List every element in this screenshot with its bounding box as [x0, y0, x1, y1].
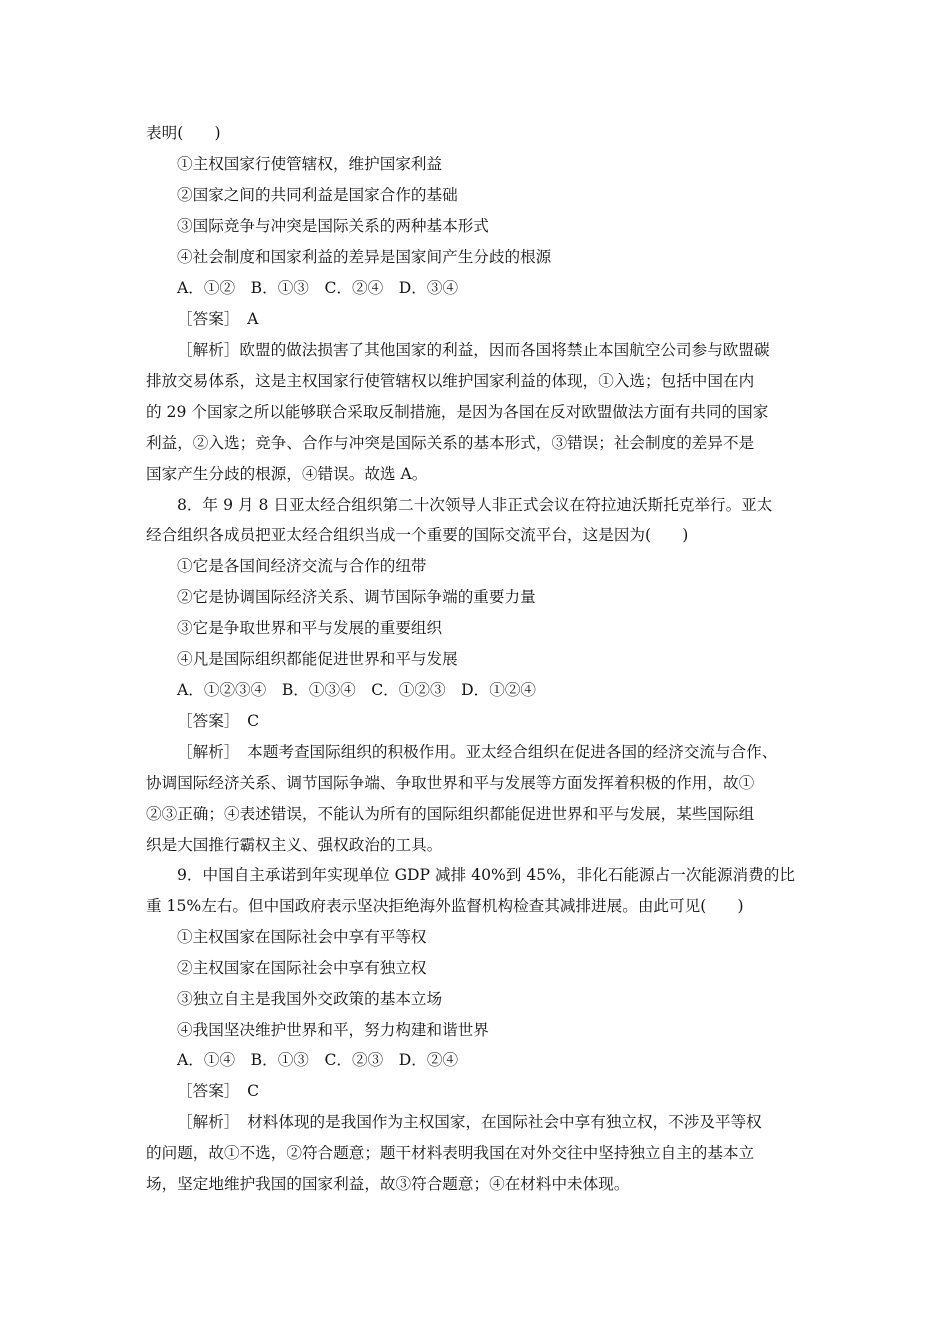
q9-option-3: ③独立自主是我国外交政策的基本立场: [177, 990, 443, 1008]
q7-analysis-line: 排放交易体系，这是主权国家行使管辖权以维护国家利益的体现，①入选；包括中国在内: [146, 372, 755, 390]
q9-option-4: ④我国坚决维护世界和平，努力构建和谐世界: [177, 1021, 489, 1039]
q8-option-4: ④凡是国际组织都能促进世界和平与发展: [177, 650, 458, 668]
q8-option-3: ③它是争取世界和平与发展的重要组织: [177, 619, 443, 637]
q9-analysis-line: 的问题，故①不选，②符合题意；题干材料表明我国在对外交往中坚持独立自主的基本立: [146, 1144, 755, 1162]
q7-stem-tail: 表明( ): [146, 124, 221, 142]
q9-analysis-line: 场，坚定地维护我国的国家利益，故③符合题意；④在材料中未体现。: [146, 1175, 630, 1193]
q7-option-2: ②国家之间的共同利益是国家合作的基础: [177, 186, 458, 204]
q7-option-4: ④社会制度和国家利益的差异是国家间产生分歧的根源: [177, 248, 552, 266]
q8-analysis-line: ［解析］ 本题考查国际组织的积极作用。亚太经合组织在促进各国的经济交流与合作、: [177, 743, 778, 761]
q9-stem: 重 15%左右。但中国政府表示坚决拒绝海外监督机构检查其减排进展。由此可见( ): [146, 897, 744, 915]
q8-stem: 经合组织各成员把亚太经合组织当成一个重要的国际交流平台，这是因为( ): [146, 526, 689, 544]
q8-choices: A．①②③④ B．①③④ C．①②③ D．①②④: [177, 681, 537, 699]
q8-option-1: ①它是各国间经济交流与合作的纽带: [177, 557, 427, 575]
q7-analysis-line: 国家产生分歧的根源，④错误。故选 A。: [146, 465, 428, 483]
q9-option-1: ①主权国家在国际社会中享有平等权: [177, 928, 427, 946]
q7-choices: A．①② B．①③ C．②④ D．③④: [177, 279, 459, 297]
q7-option-1: ①主权国家行使管辖权，维护国家利益: [177, 155, 443, 173]
q9-answer: ［答案］ C: [177, 1082, 260, 1100]
q8-option-2: ②它是协调国际经济关系、调节国际争端的重要力量: [177, 588, 536, 606]
q8-answer: ［答案］ C: [177, 712, 260, 730]
q9-analysis-line: ［解析］ 材料体现的是我国作为主权国家，在国际社会中享有独立权，不涉及平等权: [177, 1113, 762, 1131]
q7-option-3: ③国际竞争与冲突是国际关系的两种基本形式: [177, 217, 489, 235]
q7-analysis-line: 利益，②入选；竞争、合作与冲突是国际关系的基本形式，③错误；社会制度的差异不是: [146, 434, 755, 452]
q7-analysis-line: ［解析］欧盟的做法损害了其他国家的利益，因而各国将禁止本国航空公司参与欧盟碳: [177, 341, 770, 359]
q7-answer: ［答案］ A: [177, 310, 259, 328]
q9-stem: 9．中国自主承诺到年实现单位 GDP 减排 40%到 45%，非化石能源占一次能源消费的比: [177, 866, 795, 884]
q9-choices: A．①④ B．①③ C．②③ D．②④: [177, 1051, 459, 1069]
q9-option-2: ②主权国家在国际社会中享有独立权: [177, 959, 427, 977]
q8-stem: 8．年 9 月 8 日亚太经合组织第二十次领导人非正式会议在符拉迪沃斯托克举行。亚太: [177, 496, 773, 514]
q7-analysis-line: 的 29 个国家之所以能够联合采取反制措施，是因为各国在反对欧盟做法方面有共同的国家: [146, 403, 769, 421]
q8-analysis-line: 织是大国推行霸权主义、强权政治的工具。: [146, 836, 443, 854]
q8-analysis-line: ②③正确；④表述错误，不能认为所有的国际组织都能促进世界和平与发展，某些国际组: [146, 805, 755, 823]
q8-analysis-line: 协调国际经济关系、调节国际争端、争取世界和平与发展等方面发挥着积极的作用，故①: [146, 774, 755, 792]
